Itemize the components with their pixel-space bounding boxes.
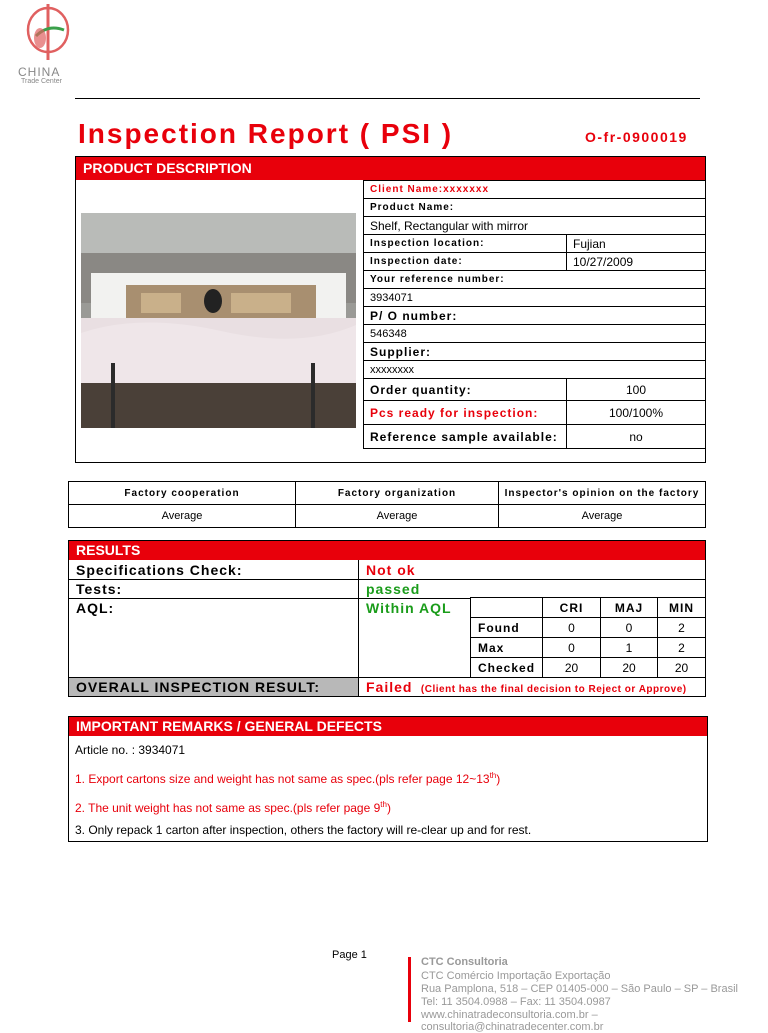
- aql-cell: 0: [601, 618, 658, 638]
- tests-label: Tests:: [76, 581, 123, 597]
- aql-cell: 20: [543, 658, 601, 678]
- aql-cell: 20: [601, 658, 658, 678]
- product-name-value: Shelf, Rectangular with mirror: [364, 217, 706, 235]
- inspector-opinion-value: Average: [499, 505, 706, 528]
- specifications-check-label: Specifications Check:: [76, 562, 243, 578]
- aql-cell: 2: [658, 618, 706, 638]
- footer-line-3: Tel: 11 3504.0988 – Fax: 11 3504.0987: [421, 996, 611, 1008]
- results-divider: [69, 579, 705, 580]
- po-value: 546348: [364, 325, 706, 343]
- aql-col-cri: CRI: [543, 598, 601, 618]
- aql-corner: [471, 598, 543, 618]
- inspector-opinion-header: Inspector's opinion on the factory: [499, 482, 706, 505]
- reference-label: Your reference number:: [364, 271, 706, 289]
- report-reference: O-fr-0900019: [585, 129, 688, 145]
- remarks-item-1: [75, 771, 500, 786]
- factory-cooperation-header: Factory cooperation: [69, 482, 296, 505]
- remarks-item-1-end: ): [496, 772, 501, 786]
- supplier-value: xxxxxxxx: [364, 361, 706, 379]
- footer-line-1: CTC Comércio Importação Exportação: [421, 970, 611, 982]
- specifications-check-value: Not ok: [366, 562, 416, 578]
- order-quantity-value: 100: [567, 379, 706, 401]
- aql-cell: 0: [543, 618, 601, 638]
- footer-company: CTC Consultoria: [421, 956, 508, 968]
- report-title: Inspection Report ( PSI ): [78, 118, 454, 149]
- reference-sample-label: Reference sample available:: [364, 425, 567, 449]
- supplier-label: Supplier:: [364, 343, 706, 361]
- remarks-heading: IMPORTANT REMARKS / GENERAL DEFECTS: [69, 717, 707, 736]
- footer-accent-bar: [408, 957, 411, 1022]
- reference-value: 3934071: [364, 289, 706, 307]
- page-number: Page 1: [332, 949, 367, 961]
- aql-table: [470, 597, 706, 678]
- aql-cell: 0: [543, 638, 601, 658]
- aql-cell: 20: [658, 658, 706, 678]
- footer-line-2: Rua Pamplona, 518 – CEP 01405-000 – São Paulo – SP – Brasil: [421, 983, 738, 995]
- remarks-item-2: [75, 800, 391, 815]
- aql-label: AQL:: [76, 600, 115, 616]
- inspection-location-value: Fujian: [567, 235, 706, 253]
- remarks-item-1-text: 1. Export cartons size and weight has not same as spec.(pls refer page 12~13: [75, 772, 490, 786]
- aql-col-maj: MAJ: [601, 598, 658, 618]
- order-quantity-label: Order quantity:: [364, 379, 567, 401]
- logo-subtitle: Trade Center: [21, 78, 62, 85]
- remarks-item-2-text: 2. The unit weight has not same as spec.(pls refer page 9: [75, 801, 381, 815]
- aql-col-min: MIN: [658, 598, 706, 618]
- overall-result-label: OVERALL INSPECTION RESULT:: [76, 679, 321, 695]
- factory-organization-value: Average: [296, 505, 499, 528]
- results-divider: [69, 598, 470, 599]
- client-name: Client Name:xxxxxxx: [364, 181, 706, 199]
- inspection-date-value: 10/27/2009: [567, 253, 706, 271]
- inspection-location-label: Inspection location:: [364, 235, 567, 253]
- remarks-item-3: 3. Only repack 1 carton after inspection, others the factory will re-clear up and for rest.: [75, 823, 532, 837]
- remarks-article: Article no. : 3934071: [75, 743, 186, 757]
- reference-sample-value: no: [567, 425, 706, 449]
- header-rule: [75, 98, 700, 99]
- aql-row-label: Found: [471, 618, 543, 638]
- overall-result-value: Failed: [366, 679, 413, 695]
- remarks-item-2-superscript: th: [380, 800, 387, 809]
- footer-line-4: www.chinatradeconsultoria.com.br – consultoria@chinatradecenter.com.br: [421, 1009, 604, 1033]
- product-name-label: Product Name:: [364, 199, 706, 217]
- aql-row-label: Max: [471, 638, 543, 658]
- product-heading: PRODUCT DESCRIPTION: [76, 157, 705, 180]
- aql-row-label: Checked: [471, 658, 543, 678]
- overall-result: [366, 679, 687, 697]
- inspection-date-label: Inspection date:: [364, 253, 567, 271]
- remarks-item-1-superscript: th: [489, 771, 497, 780]
- aql-cell: 1: [601, 638, 658, 658]
- pcs-ready-value: 100/100%: [567, 401, 706, 425]
- results-column-divider: [358, 560, 359, 697]
- aql-value: Within AQL: [366, 600, 452, 616]
- pcs-ready-label: Pcs ready for inspection:: [364, 401, 567, 425]
- factory-rating-table: [68, 481, 706, 528]
- aql-cell: 2: [658, 638, 706, 658]
- remarks-item-2-end: ): [386, 801, 391, 815]
- product-info-table: [363, 180, 706, 449]
- po-label: P/ O number:: [364, 307, 706, 325]
- factory-cooperation-value: Average: [69, 505, 296, 528]
- factory-organization-header: Factory organization: [296, 482, 499, 505]
- product-photo: [81, 213, 356, 428]
- results-heading: RESULTS: [69, 541, 705, 560]
- overall-result-note: (Client has the final decision to Reject or Approve): [420, 684, 687, 695]
- logo-name: CHINA: [18, 65, 61, 79]
- tests-value: passed: [366, 581, 421, 597]
